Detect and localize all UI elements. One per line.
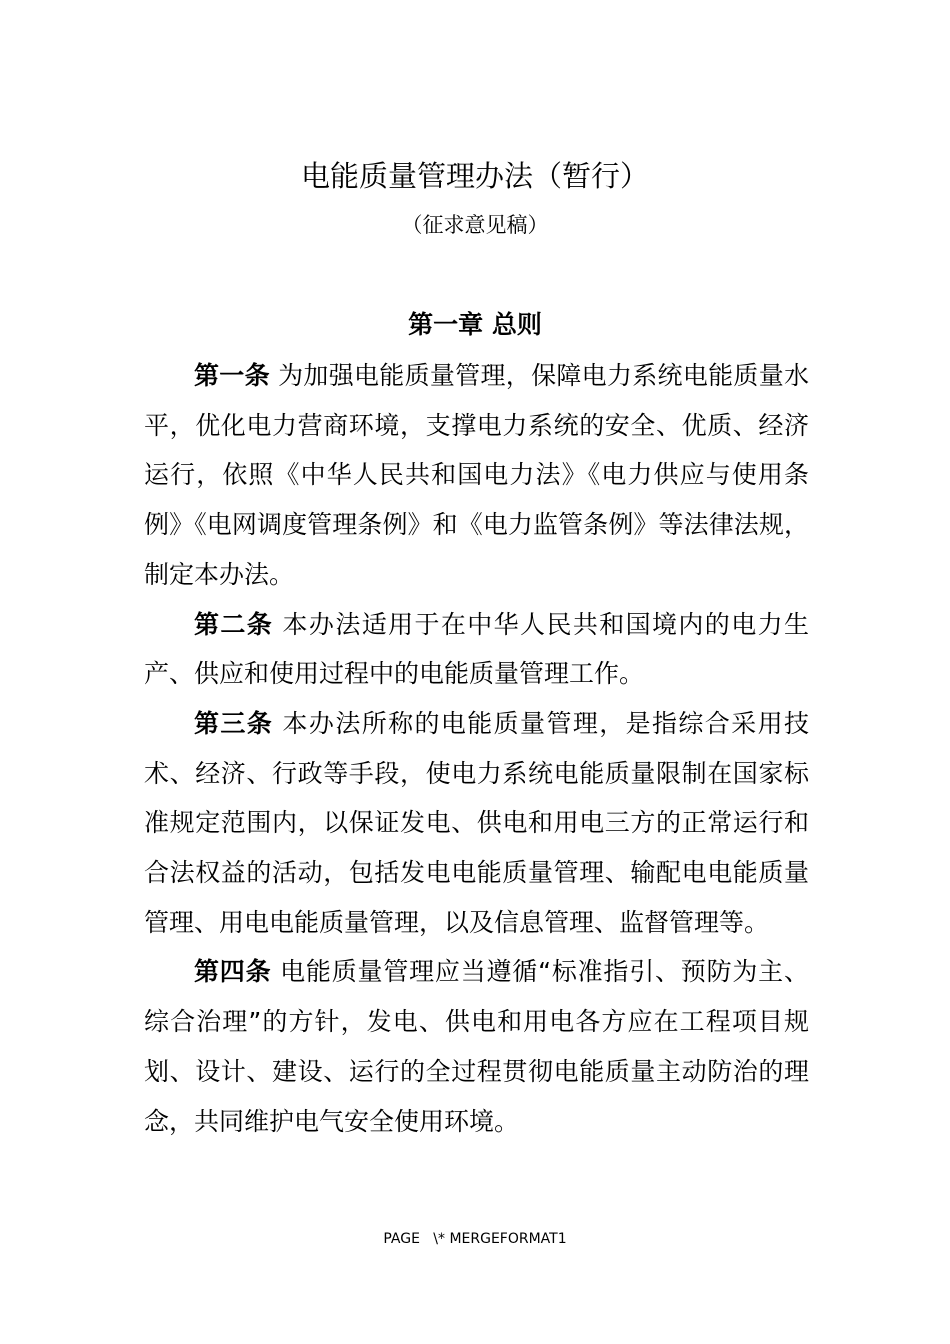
chapter-heading: 第一章 总则: [408, 310, 542, 339]
article-3-label: 第三条: [194, 708, 274, 738]
article-2: [144, 600, 809, 699]
page-footer: PAGE \* MERGEFORMAT1: [383, 1231, 567, 1247]
document-title: 电能质量管理办法（暂行）: [300, 159, 649, 193]
article-2-label: 第二条: [194, 609, 274, 639]
article-1-text: 为加强电能质量管理，保障电力系统电能质量水平，优化电力营商环境，支撑电力系统的安全、优质、经济运行，依照《中华人民共和国电力法》《电力供应与使用条例》《电网调度管理条例》和《电力监管条例》等法律法规，制定本办法。: [144, 361, 809, 589]
article-2-text: 本办法适用于在中华人民共和国境内的电力生产、供应和使用过程中的电能质量管理工作。: [144, 609, 809, 689]
article-3-text: 本办法所称的电能质量管理，是指综合采用技术、经济、行政等手段，使电力系统电能质量限制在国家标准规定范围内，以保证发电、供电和用电三方的正常运行和合法权益的活动，包括发电电能质量管理、输配电电能质量管理、用电电能质量管理，以及信息管理、监督管理等。: [144, 708, 809, 937]
article-1-label: 第一条: [194, 361, 270, 390]
article-4: [144, 947, 809, 1146]
document-body: [144, 351, 809, 1146]
document-subtitle: （征求意见稿）: [401, 213, 549, 237]
article-4-label: 第四条: [194, 957, 272, 987]
article-4-text: 电能质量管理应当遵循“标准指引、预防为主、综合治理”的方针，发电、供电和用电各方应在工程项目规划、设计、建设、运行的全过程贯彻电能质量主动防治的理念，共同维护电气安全使用环境。: [144, 957, 809, 1136]
article-3: [144, 699, 809, 948]
article-1: [144, 351, 809, 600]
